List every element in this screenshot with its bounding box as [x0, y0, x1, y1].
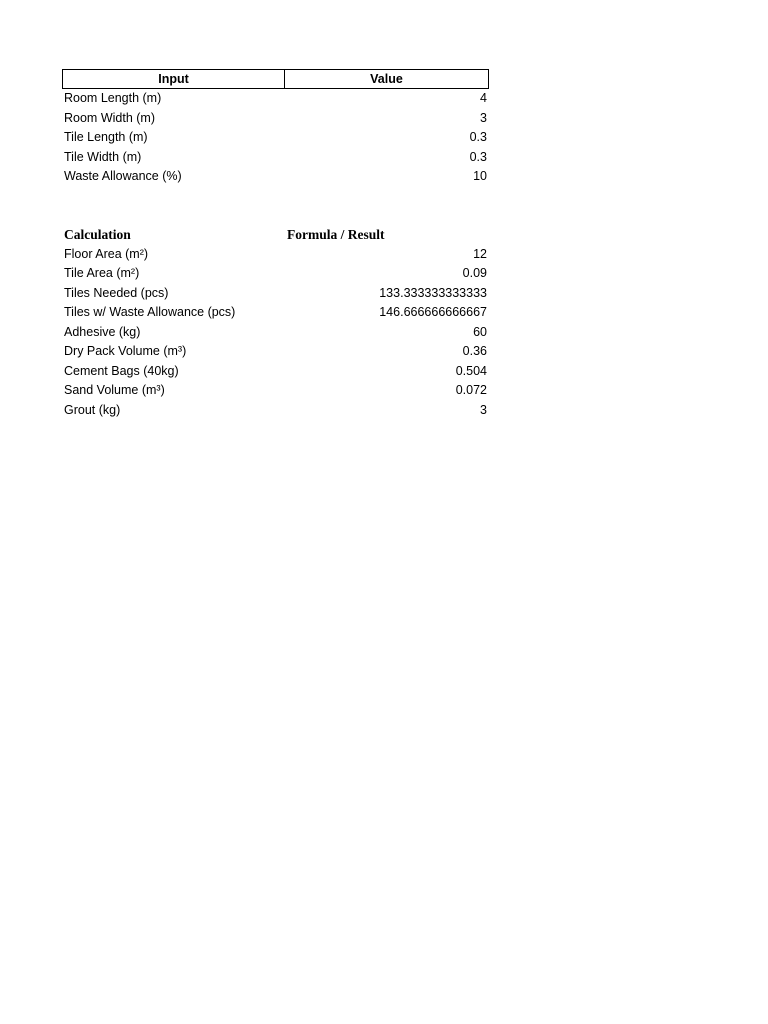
calculation-result-cell[interactable]: 0.36: [462, 344, 487, 358]
calculation-row: [62, 323, 489, 343]
input-row: [62, 89, 489, 109]
input-column-header[interactable]: Input: [62, 69, 285, 89]
input-value-cell[interactable]: 3: [480, 110, 487, 125]
calculation-result-cell[interactable]: 60: [473, 324, 487, 339]
calculation-header-row: [62, 225, 489, 245]
input-label-cell[interactable]: Room Width (m): [64, 110, 155, 125]
calculation-label-cell[interactable]: Floor Area (m²): [64, 246, 149, 261]
input-label-cell[interactable]: Room Length (m): [64, 91, 162, 105]
input-row: [62, 167, 489, 187]
calculation-row: [62, 381, 489, 401]
calculation-row: [62, 342, 489, 362]
calculation-row: [62, 303, 489, 323]
blank-rows: [62, 187, 489, 225]
calculation-result-cell[interactable]: 146.666666666667: [379, 305, 487, 319]
value-column-header[interactable]: Value: [285, 69, 489, 89]
calculation-label-cell[interactable]: Dry Pack Volume (m³): [64, 344, 187, 358]
calculation-row: [62, 245, 489, 265]
input-label-cell[interactable]: Tile Length (m): [64, 130, 148, 144]
calculation-row: [62, 284, 489, 304]
calculation-label-cell[interactable]: Tiles Needed (pcs): [64, 285, 169, 300]
spreadsheet: [62, 69, 489, 420]
calculation-result-cell[interactable]: 0.09: [462, 266, 487, 280]
input-value-cell[interactable]: 4: [480, 91, 487, 105]
calculation-row: [62, 264, 489, 284]
input-row: [62, 128, 489, 148]
calculation-result-cell[interactable]: 0.072: [455, 383, 487, 397]
input-label-cell[interactable]: Tile Width (m): [64, 149, 142, 164]
calculation-label-cell[interactable]: Grout (kg): [64, 402, 121, 417]
calculation-result-cell[interactable]: 0.504: [455, 363, 487, 378]
calculation-label-cell[interactable]: Sand Volume (m³): [64, 383, 165, 397]
calculation-result-cell[interactable]: 12: [473, 246, 487, 261]
input-value-cell[interactable]: 10: [473, 169, 487, 183]
calculation-row: [62, 401, 489, 421]
formula-result-column-header[interactable]: Formula / Result: [287, 226, 385, 242]
input-header-row: [62, 69, 489, 89]
calculation-label-cell[interactable]: Tiles w/ Waste Allowance (pcs): [64, 305, 236, 319]
input-label-cell[interactable]: Waste Allowance (%): [64, 169, 182, 183]
calculation-label-cell[interactable]: Cement Bags (40kg): [64, 363, 179, 378]
calculation-result-cell[interactable]: 133.333333333333: [379, 285, 487, 300]
input-row: [62, 148, 489, 168]
input-value-cell[interactable]: 0.3: [469, 149, 487, 164]
calculation-row: [62, 362, 489, 382]
input-value-cell[interactable]: 0.3: [469, 130, 487, 144]
calculation-label-cell[interactable]: Adhesive (kg): [64, 324, 141, 339]
calculation-result-cell[interactable]: 3: [480, 402, 487, 417]
input-row: [62, 109, 489, 129]
calculation-label-cell[interactable]: Tile Area (m²): [64, 266, 140, 280]
calculation-column-header[interactable]: Calculation: [64, 226, 131, 242]
